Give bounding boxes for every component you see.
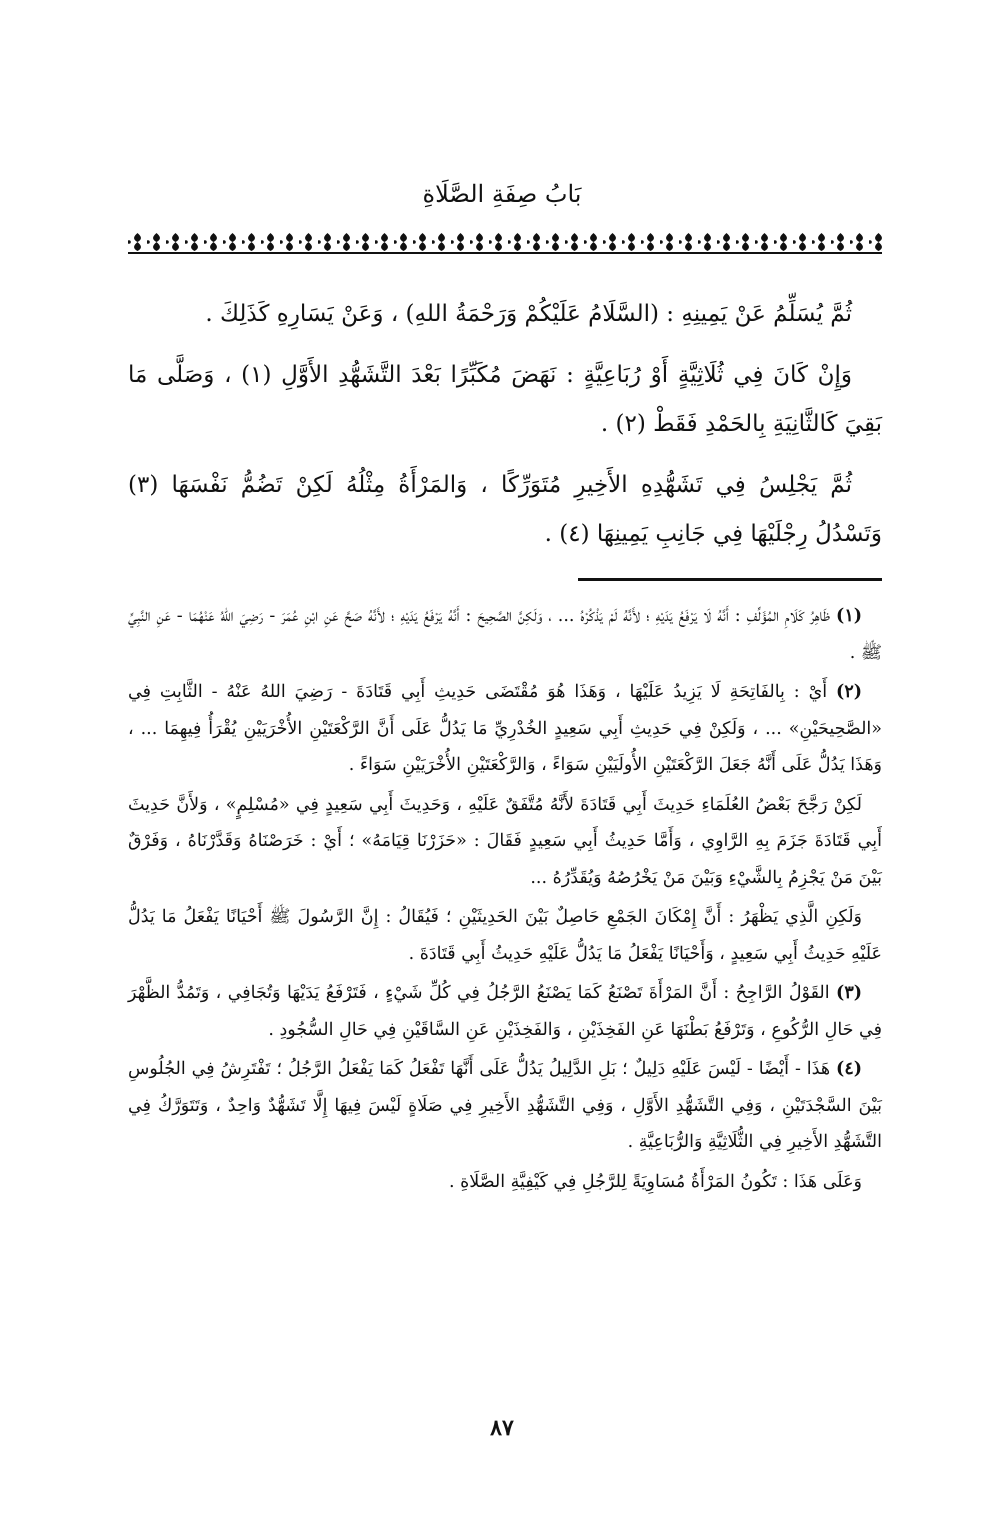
footnote-text: هَذَا - أَيْضًا - لَيْسَ عَلَيْهِ دَلِيلٌ ؛ بَلِ الدَّلِيلُ يَدُلُّ عَلَى أَنَّهَا تَفْعَلُ كَمَا يَفْعَلُ الرَّجُلُ ؛ تَفْتَرِشُ فِي الجُلُوسِ بَيْنَ السَّجْدَتَيْنِ ، وَفِي التَّشَهُّدِ الأَوَّلِ ، وَفِي التَّشَهُّدِ الأَخِيرِ فِي صَلَاةٍ لَيْسَ فِيهَا إِلَّا تَشَهُّدٌ وَاحِدٌ ، وَتَتَوَرَّكُ فِي التَّشَهُّدِ الأَخِيرِ فِي الثُّلَاثِيَّةِ وَالرُّبَاعِيَّةِ . <box>128 1059 882 1152</box>
footnote-text: القَوْلُ الرَّاجِحُ : أَنَّ المَرْأَةَ تَصْنَعُ كَمَا يَصْنَعُ الرَّجُلُ فِي كُلِّ شَيْءٍ ، فَتَرْفَعُ يَدَيْهَا وَتُجَافِي ، وَتَمُدُّ الظَّهْرَ فِي حَالِ الرُّكُوعِ ، وَتَرْفَعُ بَطْنَهَا عَنِ الفَخِذَيْنِ ، وَالفَخِذَيْنِ عَنِ السَّاقَيْنِ فِي حَالِ السُّجُودِ . <box>128 983 882 1040</box>
page-number: ٨٧ <box>490 1415 514 1441</box>
footnote-text: لَكِنْ رَجَّحَ بَعْضُ العُلَمَاءِ حَدِيثَ أَبِي قَتَادَةَ لأَنَّهُ مُتَّفَقٌ عَلَيْهِ ، وَحَدِيثَ أَبِي سَعِيدٍ فِي «مُسْلِمٍ» ، وَلأَنَّ حَدِيثَ أَبِي قَتَادَةَ جَزَمَ بِهِ الرَّاوِي ، وَأَمَّا حَدِيثُ أَبِي سَعِيدٍ فَقَالَ : «حَزَرْنَا قِيَامَهُ» ؛ أَيْ : خَرَصْنَاهُ وَقَدَّرْنَاهُ ، وَفَرْقٌ بَيْنَ مَنْ يَجْزِمُ بِالشَّيْءِ وَبَيْنَ مَنْ يَخْرُصُهُ وَيُقَدِّرُهُ ... <box>128 794 882 888</box>
chapter-title: بَابُ صِفَةِ الصَّلَاةِ <box>422 180 582 208</box>
ornamental-border <box>128 230 882 254</box>
footnote-continuation <box>128 787 882 897</box>
footnote <box>128 975 882 1048</box>
footnote-number: (٣) <box>836 983 862 1003</box>
footnote-number: (٤) <box>836 1059 862 1079</box>
footnote-text: أَيْ : بِالفَاتِحَةِ لَا يَزِيدُ عَلَيْهَا ، وَهَذَا هُوَ مُقْتَضَى حَدِيثِ أَبِي قَتَادَةَ - رَضِيَ اللهُ عَنْهُ - الثَّابِتِ فِي «الصَّحِيحَيْنِ» ... ، وَلَكِنْ فِي حَدِيثِ أَبِي سَعِيدٍ الخُدْرِيِّ مَا يَدُلُّ عَلَى أَنَّ الرَّكْعَتَيْنِ الأُخْرَيَيْنِ يُقْرَأُ فِيهِمَا ... ، وَهَذَا يَدُلُّ عَلَى أَنَّهُ جَعَلَ الرَّكْعَتَيْنِ الأُولَيَيْنِ سَوَاءً ، وَالرَّكْعَتَيْنِ الأُخْرَيَيْنِ سَوَاءً . <box>128 682 882 775</box>
footnotes <box>128 598 882 1203</box>
footnote-number: (٢) <box>836 682 862 702</box>
footnote <box>128 598 882 671</box>
footnote-separator <box>578 578 882 581</box>
footnote-continuation <box>128 899 882 972</box>
footnote-text: وَلَكِنِ الَّذِي يَظْهَرُ : أَنَّ إِمْكَانَ الجَمْعِ حَاصِلٌ بَيْنَ الحَدِيثَيْنِ ؛ فَيُقَالُ : إِنَّ الرَّسُولَ ﷺ أَحْيَانًا يَفْعَلُ مَا يَدُلُّ عَلَيْهِ حَدِيثُ أَبِي سَعِيدٍ ، وَأَحْيَانًا يَفْعَلُ مَا يَدُلُّ عَلَيْهِ حَدِيثُ أَبِي قَتَادَةَ . <box>128 907 882 964</box>
footnote-text: وَعَلَى هَذَا : تَكُونُ المَرْأَةُ مُسَاوِيَةً لِلرَّجُلِ فِي كَيْفِيَّةِ الصَّلَاةِ . <box>449 1171 862 1192</box>
footnote-continuation <box>128 1164 882 1201</box>
main-text <box>128 290 882 571</box>
main-paragraph: ثُمَّ يُسَلِّمُ عَنْ يَمِينِهِ : (السَّلَامُ عَلَيْكُمْ وَرَحْمَةُ اللهِ) ، وَعَنْ يَسَارِهِ كَذَلِكَ . <box>205 301 852 327</box>
main-paragraph: ثُمَّ يَجْلِسُ فِي تَشَهُّدِهِ الأَخِيرِ مُتَوَرِّكًا ، وَالمَرْأَةُ مِثْلُهُ لَكِنْ تَضُمُّ نَفْسَهَا (٣) وَتَسْدُلُ رِجْلَيْهَا فِي جَانِبِ يَمِينِهَا (٤) . <box>128 472 882 547</box>
ornament-pattern-icon <box>128 230 882 254</box>
footnote-number: (١) <box>836 606 862 626</box>
footnote-text: ظَاهِرُ كَلَامِ المُؤَلِّفِ : أَنَّهُ لَا يَرْفَعُ يَدَيْهِ ؛ لأَنَّهُ لَمْ يَذْكُرْهُ ... ، وَلَكِنَّ الصَّحِيحَ : أَنَّهُ يَرْفَعُ يَدَيْهِ ؛ لأَنَّهُ صَحَّ عَنِ ابْنِ عُمَرَ - رَضِيَ اللهُ عَنْهُمَا - عَنِ النَّبِيِّ ﷺ . <box>128 606 882 663</box>
footnote <box>128 674 882 784</box>
main-paragraph: وَإِنْ كَانَ فِي ثُلَاثِيَّةٍ أَوْ رُبَاعِيَّةٍ : نَهَضَ مُكَبِّرًا بَعْدَ التَّشَهُّدِ الأَوَّلِ (١) ، وَصَلَّى مَا بَقِيَ كَالثَّانِيَةِ بِالحَمْدِ فَقَطْ (٢) . <box>128 362 882 437</box>
footnote <box>128 1051 882 1161</box>
